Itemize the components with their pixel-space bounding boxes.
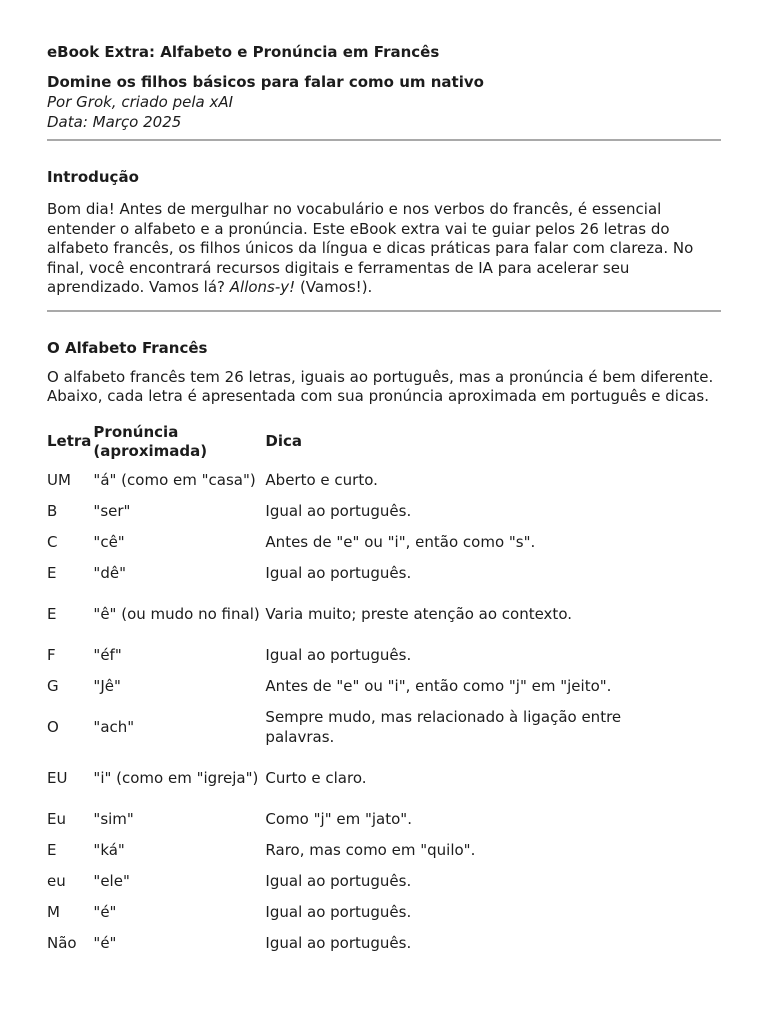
cell-tip: Antes de "e" ou "i", então como "j" em "jeito". (265, 677, 612, 695)
cell-tip: Como "j" em "jato". (265, 810, 412, 828)
table-row (46, 897, 666, 928)
cell-pronunciation: "ê" (ou mudo no final) (93, 605, 260, 623)
table-row (46, 866, 666, 897)
cell-letter: E (47, 564, 57, 582)
cell-pronunciation: "éf" (93, 646, 122, 664)
table-row (46, 835, 666, 866)
alphabet-table (46, 419, 666, 959)
cell-pronunciation: "é" (93, 903, 117, 921)
table-row (46, 640, 666, 671)
cell-tip: Aberto e curto. (265, 471, 378, 489)
intro-paragraph (47, 200, 721, 298)
cell-pronunciation: "cê" (93, 533, 125, 551)
table-row (46, 589, 666, 640)
cell-letter: Eu (47, 810, 66, 828)
cell-tip: Varia muito; preste atenção ao contexto. (265, 605, 572, 623)
table-row (46, 527, 666, 558)
alphabet-heading: O Alfabeto Francês (47, 338, 208, 357)
intro-heading: Introdução (47, 168, 139, 186)
horizontal-divider (47, 310, 721, 312)
table-row (46, 702, 666, 753)
cell-letter: EU (47, 769, 68, 787)
cell-pronunciation: "i" (como em "igreja") (93, 769, 259, 787)
cell-tip: Igual ao português. (265, 903, 412, 921)
cell-pronunciation: "sim" (93, 810, 134, 828)
cell-letter: E (47, 841, 57, 859)
cell-tip: Curto e claro. (265, 769, 367, 787)
cell-letter: eu (47, 872, 66, 890)
horizontal-divider (47, 139, 721, 141)
cell-letter: Não (47, 934, 77, 952)
intro-italic-phrase: Allons-y! (229, 278, 296, 296)
cell-letter: B (47, 502, 58, 520)
cell-letter: E (47, 605, 57, 623)
cell-letter: G (47, 677, 59, 695)
cell-letter: UM (47, 471, 71, 489)
cell-tip: Igual ao português. (265, 934, 412, 952)
cell-letter: C (47, 533, 58, 551)
table-row (46, 671, 666, 702)
cell-pronunciation: "ach" (93, 718, 135, 736)
cell-pronunciation: "ele" (93, 872, 130, 890)
cell-pronunciation: "dê" (93, 564, 126, 582)
cell-letter: M (47, 903, 60, 921)
header-letter: Letra (47, 432, 92, 450)
cell-letter: F (47, 646, 56, 664)
ebook-title: eBook Extra: Alfabeto e Pronúncia em Francês (47, 43, 440, 61)
author-line: Por Grok, criado pela xAI (47, 93, 234, 111)
cell-tip: Sempre mudo, mas relacionado à ligação entre palavras. (265, 708, 622, 746)
cell-tip: Igual ao português. (265, 502, 412, 520)
table-row (46, 928, 666, 959)
ebook-subtitle: Domine os filhos básicos para falar como um nativo (47, 73, 484, 91)
table-row (46, 465, 666, 496)
cell-tip: Raro, mas como em "quilo". (265, 841, 476, 859)
table-row (46, 496, 666, 527)
cell-tip: Igual ao português. (265, 646, 412, 664)
cell-pronunciation: "ká" (93, 841, 125, 859)
header-pronunciation: Pronúncia (aproximada) (93, 422, 208, 460)
cell-tip: Antes de "e" ou "i", então como "s". (265, 533, 536, 551)
header-tip: Dica (265, 432, 303, 450)
cell-pronunciation: "ser" (93, 502, 131, 520)
table-header-row (46, 419, 666, 465)
cell-pronunciation: "Jê" (93, 677, 121, 695)
table-row (46, 753, 666, 804)
cell-tip: Igual ao português. (265, 872, 412, 890)
table-row (46, 804, 666, 835)
alphabet-description: O alfabeto francês tem 26 letras, iguais ao português, mas a pronúncia é bem diferente. Abaixo, cada letra é apresentada com sua pronúncia aproximada em português e dicas. (47, 367, 714, 405)
cell-pronunciation: "é" (93, 934, 117, 952)
intro-text: Bom dia! Antes de mergulhar no vocabulário e nos verbos do francês, é essencial entender o alfabeto e a pronúncia. Este eBook extra vai te guiar pelos 26 letras do alfabeto francês, os filhos únicos da língua e dicas práticas para falar com clareza. No final, você encontrará recursos digitais e ferramentas de IA para acelerar seu aprendizado. Vamos lá? (47, 200, 694, 296)
intro-text-end: (Vamos!). (295, 278, 373, 296)
cell-letter: O (47, 718, 59, 736)
cell-tip: Igual ao português. (265, 564, 412, 582)
table-row (46, 558, 666, 589)
date-line: Data: Março 2025 (47, 113, 182, 131)
cell-pronunciation: "á" (como em "casa") (93, 471, 256, 489)
